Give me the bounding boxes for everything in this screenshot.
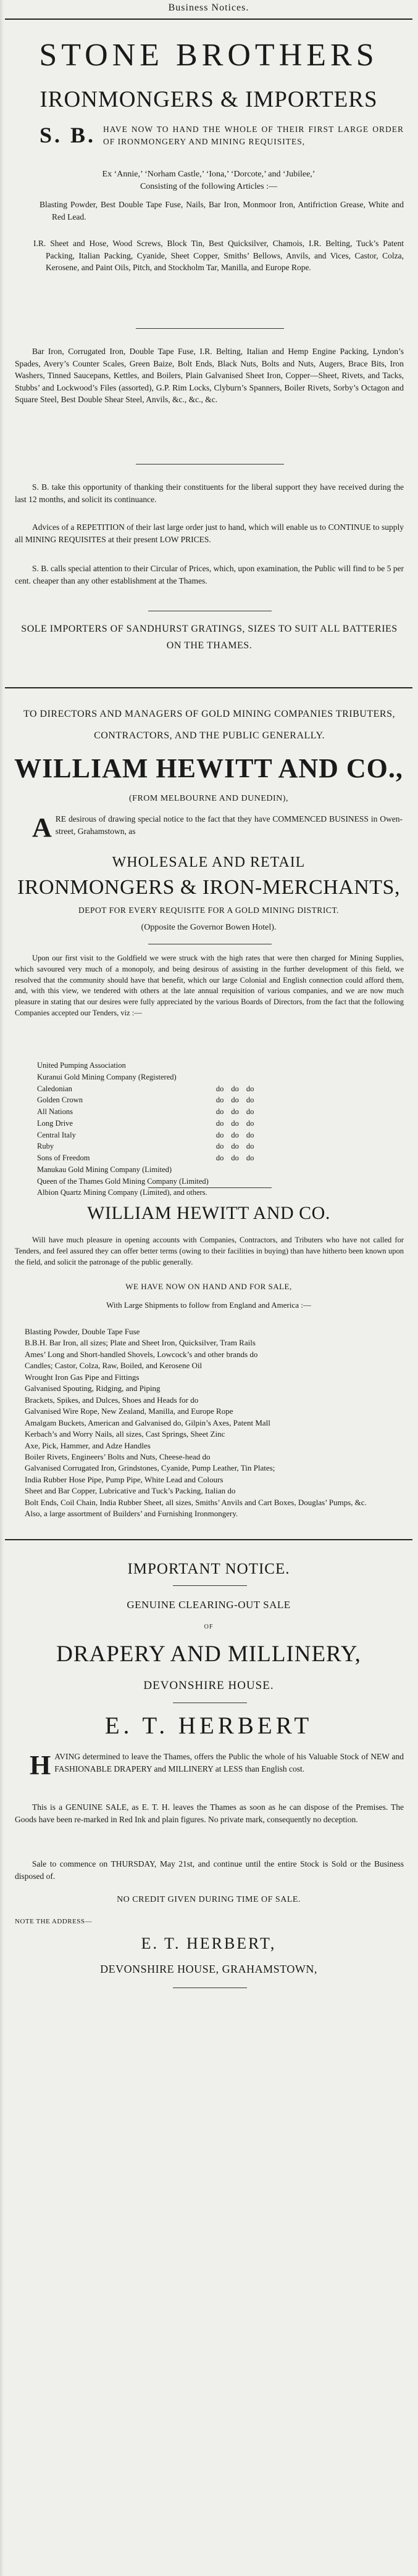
page-edge-shadow: [0, 0, 4, 2576]
company-row: [37, 1060, 261, 1071]
stone-title: STONE BROTHERS: [39, 38, 378, 73]
stone-intro: [15, 123, 404, 147]
company-ditto: [231, 1164, 246, 1176]
herbert-name-2: E. T. HERBERT,: [141, 1934, 277, 1952]
stone-footer: SOLE IMPORTERS OF SANDHURST GRATINGS, SIZES TO SUIT ALL BATTERIES ON THE THAMES.: [21, 624, 398, 651]
list-item: Galvanised Wire Rope, New Zealand, Manilla, and Europe Rope: [25, 1406, 233, 1416]
list-item: Sheet and Bar Copper, Lubricative and Tuck’s Packing, Italian do: [25, 1486, 236, 1496]
stone-subtitle: IRONMONGERS & IMPORTERS: [40, 87, 378, 112]
hewitt-wholesale: WHOLESALE AND RETAIL: [112, 854, 306, 870]
herbert-of: OF: [204, 1624, 214, 1630]
company-ditto: do: [231, 1084, 239, 1093]
herbert-name: E. T. HERBERT: [104, 1712, 313, 1739]
company-row: [37, 1141, 261, 1152]
hewitt-ironmongers: IRONMONGERS & IRON-MERCHANTS,: [17, 876, 400, 899]
company-ditto: [231, 1071, 246, 1083]
company-ditto: [216, 1071, 232, 1083]
section-rule-1: [5, 687, 412, 688]
herbert-no-credit: NO CREDIT GIVEN DURING TIME OF SALE.: [117, 1895, 301, 1904]
list-item: Bolt Ends, Coil Chain, India Rubber Sheet, all sizes, Smiths’ Anvils and Cart Boxes, Douglas’ Pumps, &c.: [25, 1497, 367, 1507]
hewitt-from: (FROM MELBOURNE AND DUNEDIN),: [129, 794, 288, 803]
company-ditto: [216, 1060, 232, 1071]
company-ditto: [231, 1176, 246, 1187]
list-item: Galvanised Spouting, Ridging, and Piping: [25, 1384, 161, 1393]
herbert-para-2: This is a GENUINE SALE, as E. T. H. leaves the Thames as soon as he can dispose of the Premises. The Goods have been re-marked in Red Ink and plain figures. No private mark, consequently no deception.: [15, 1802, 404, 1824]
company-name: Albion Quartz Mining Company (Limited), and others.: [37, 1188, 207, 1197]
company-name: Sons of Freedom: [37, 1154, 90, 1162]
herbert-para-1-text: AVING determined to leave the Thames, offers the Public the whole of his Valuable Stock of NEW and FASHIONABLE DRAPERY and MILLINERY at LESS than English cost.: [54, 1752, 404, 1773]
stone-consisting: Consisting of the following Articles :—: [140, 182, 278, 191]
company-ditto: [231, 1187, 246, 1199]
company-name: Golden Crown: [37, 1096, 83, 1105]
list-item: Galvanised Corrugated Iron, Grindstones, Cyanide, Pump Leather, Tin Plates;: [25, 1463, 275, 1473]
company-ditto: [216, 1187, 232, 1199]
herbert-divider: [173, 1585, 247, 1586]
hewitt-dropcap: A: [32, 812, 52, 843]
list-item: Candles; Castor, Colza, Raw, Boiled, and Kerosene Oil: [25, 1361, 203, 1371]
herbert-genuine: GENUINE CLEARING-OUT SALE: [127, 1599, 291, 1611]
company-name: Central Italy: [37, 1130, 76, 1139]
hewitt-para-2: Will have much pleasure in opening accounts with Companies, Contractors, and Tributers who have not called for Tenders, and feel assured they can offer better terms (owing to their facilities in buying) than have hitherto been known upon the field, and solicit the patronage of the public generally.: [15, 1236, 404, 1266]
company-ditto: do: [215, 1096, 224, 1105]
herbert-para-1: [15, 1751, 404, 1778]
company-name: Manukau Gold Mining Company (Limited): [37, 1165, 172, 1174]
company-ditto: [246, 1071, 262, 1083]
company-ditto: do: [246, 1118, 254, 1128]
company-ditto: do: [246, 1107, 254, 1116]
company-ditto: [231, 1060, 246, 1071]
hewitt-have-now: WE HAVE NOW ON HAND AND FOR SALE,: [125, 1282, 292, 1291]
herbert-drapery: DRAPERY AND MILLINERY,: [56, 1641, 361, 1667]
companies-list: [37, 1060, 261, 1199]
hewitt-intro-text: RE desirous of drawing special notice to the fact that they have COMMENCED BUSINESS in Owen-street, Grahamstown, as: [55, 814, 403, 836]
list-item: Ames’ Long and Short-handled Shovels, Lowcock’s and other brands do: [25, 1349, 258, 1359]
company-name: United Pumping Association: [37, 1061, 126, 1070]
company-ditto: [246, 1164, 262, 1176]
section-title: Business Notices.: [168, 2, 249, 13]
list-item: Blasting Powder, Double Tape Fuse: [25, 1327, 140, 1336]
company-ditto: do: [246, 1096, 254, 1105]
company-name: Caledonian: [37, 1084, 72, 1093]
herbert-address: DEVONSHIRE HOUSE, GRAHAMSTOWN,: [100, 1963, 317, 1975]
hewitt-depot: DEPOT FOR EVERY REQUISITE FOR A GOLD MINING DISTRICT.: [78, 906, 339, 915]
company-row: [37, 1164, 261, 1176]
hewitt-shipments: With Large Shipments to follow from England and America :—: [106, 1300, 311, 1310]
company-ditto: do: [246, 1142, 254, 1151]
company-ditto: do: [231, 1107, 239, 1116]
hewitt-divider-2: [148, 1187, 272, 1188]
hewitt-opposite: (Opposite the Governor Bowen Hotel).: [141, 923, 277, 932]
list-item: Also, a large assortment of Builders’ and Furnishing Ironmongery.: [25, 1509, 238, 1519]
list-item: India Rubber Hose Pipe, Pump Pipe, White Lead and Colours: [25, 1474, 224, 1484]
company-ditto: [216, 1164, 232, 1176]
section-rule-2: [5, 1539, 412, 1540]
stone-repetition: Advices of a REPETITION of their last large order just to hand, which will enable us to CONTINUE to supply all MINING REQUISITES at their present LOW PRICES.: [15, 522, 404, 544]
list-item: Axe, Pick, Hammer, and Adze Handles: [25, 1440, 151, 1450]
company-row: [37, 1083, 261, 1095]
company-row: [37, 1176, 261, 1187]
company-row: [37, 1094, 261, 1106]
stone-circular: S. B. calls special attention to their Circular of Prices, which, upon examination, the Public will find to be 5 per cent. cheaper than any other establishment at the Thames.: [15, 564, 404, 585]
company-ditto: do: [231, 1118, 239, 1128]
company-ditto: do: [231, 1154, 239, 1162]
company-row: [37, 1071, 261, 1083]
list-item: Boiler Rivets, Engineers’ Bolts and Nuts, Cheese-head do: [25, 1451, 211, 1461]
stone-initials: S. B.: [40, 123, 96, 147]
company-ditto: do: [215, 1130, 224, 1139]
company-ditto: do: [246, 1154, 254, 1162]
company-row: [37, 1187, 261, 1199]
company-ditto: [246, 1060, 262, 1071]
hewitt-items-list: [25, 1326, 401, 1520]
stone-list-a: Blasting Powder, Best Double Tape Fuse, Nails, Bar Iron, Monmoor Iron, Antifriction Grease, White and Red Lead.: [40, 200, 404, 221]
company-ditto: do: [231, 1130, 239, 1139]
company-ditto: do: [215, 1084, 224, 1093]
company-ditto: [216, 1176, 232, 1187]
herbert-dropcap: H: [30, 1750, 51, 1780]
company-ditto: do: [215, 1118, 224, 1128]
hewitt-title-2: WILLIAM HEWITT AND CO.: [87, 1203, 330, 1223]
company-name: All Nations: [37, 1107, 73, 1116]
stone-intro-text: HAVE NOW TO HAND THE WHOLE OF THEIR FIRST LARGE ORDER OF IRONMONGERY AND MINING REQUISITES,: [103, 125, 404, 146]
company-ditto: do: [231, 1096, 239, 1105]
company-ditto: [246, 1176, 262, 1187]
company-row: [37, 1118, 261, 1129]
company-row: [37, 1152, 261, 1164]
list-item: Brackets, Spikes, and Dulces, Shoes and Heads for do: [25, 1395, 199, 1405]
company-ditto: do: [215, 1154, 224, 1162]
company-name: Queen of the Thames Gold Mining Company (Limited): [37, 1176, 209, 1186]
stone-thanks: S. B. take this opportunity of thanking their constituents for the liberal support they have received during the last 12 months, and solicit its continuance.: [15, 482, 404, 504]
company-ditto: do: [246, 1084, 254, 1093]
hewitt-intro: [15, 812, 403, 843]
stone-list-b: I.R. Sheet and Hose, Wood Screws, Block Tin, Best Quicksilver, Chamois, I.R. Belting, Tuck’s Patent Packing, Italian Packing, Cyanide, Sheet Copper, Smiths’ Bellows, Anvils, and Vices, Castor, Colza, Kerosene, and Paint Oils, Pitch, and Stockholm Tar, Manilla, and Europe Rope.: [33, 239, 404, 273]
company-ditto: do: [231, 1142, 239, 1151]
list-item: B.B.H. Bar Iron, all sizes; Plate and Sheet Iron, Quicksilver, Tram Rails: [25, 1338, 256, 1348]
company-row: [37, 1106, 261, 1118]
company-name: Long Drive: [37, 1118, 73, 1128]
hewitt-to-line: TO DIRECTORS AND MANAGERS OF GOLD MINING COMPANIES TRIBUTERS, CONTRACTORS, AND THE PUBLIC GENERALLY.: [23, 709, 395, 741]
company-ditto: [246, 1187, 262, 1199]
list-item: Wrought Iron Gas Pipe and Fittings: [25, 1372, 140, 1382]
header-rule: [5, 19, 412, 20]
company-ditto: do: [246, 1130, 254, 1139]
herbert-devonshire: DEVONSHIRE HOUSE.: [143, 1679, 274, 1692]
company-row: [37, 1129, 261, 1141]
stone-ships: Ex ‘Annie,’ ‘Norham Castle,’ ‘Iona,’ ‘Dorcote,’ and ‘Jubilee,’: [102, 170, 316, 179]
herbert-important: IMPORTANT NOTICE.: [127, 1561, 290, 1577]
company-name: Kuranui Gold Mining Company (Registered): [37, 1072, 177, 1081]
list-item: Kerbach’s and Worry Nails, all sizes, Cast Springs, Sheet Zinc: [25, 1429, 225, 1439]
list-item: Amalgam Buckets, American and Galvanised do, Gilpin’s Axes, Patent Mall: [25, 1418, 270, 1427]
company-ditto: do: [215, 1142, 224, 1151]
company-name: Ruby: [37, 1142, 54, 1151]
hewitt-body: Upon our first visit to the Goldfield we were struck with the high rates that were then charged for Mining Supplies, which savoured very much of a monopoly, and being desirous of assisting in the further development of this field, we resolved that the community should have that benefit, which our large Colonial and English connection could afford them, and, with this view, we tendered with others at the late annual requisition of various companies, and we are now much pleasure in stating that our desires were fully appreciated by the various Boards of Directors, from the fact that the following Companies accepted our Tenders, viz :—: [15, 954, 404, 1017]
company-ditto: do: [215, 1107, 224, 1116]
stone-list-c: Bar Iron, Corrugated Iron, Double Tape Fuse, I.R. Belting, Italian and Hemp Engine Packing, Lyndon’s Spades, Avery’s Counter Scales, Green Baize, Bolt Ends, Black Nuts, Bolts and Nuts, Augers, Brace Bits, Iron Washers, Tinned Saucepans, Kettles, and Boilers, Plain Galvanised Sheet Iron, Copper—Sheet, Rivets, and Tacks, Stubbs’ and Lockwood’s Files (assorted), G.P. Rim Locks, Clyburn’s Spanners, Boiler Rivets, Sorby’s Octagon and Square Steel, Best Double Shear Steel, Anvils, &c., &c., &c.: [15, 347, 404, 405]
hewitt-title: WILLIAM HEWITT AND CO.,: [14, 753, 403, 783]
herbert-note: NOTE THE ADDRESS—: [15, 1918, 93, 1925]
herbert-para-3: Sale to commence on THURSDAY, May 21st, and continue until the entire Stock is Sold or the Business disposed of.: [15, 1859, 404, 1881]
stone-divider: [136, 328, 284, 329]
